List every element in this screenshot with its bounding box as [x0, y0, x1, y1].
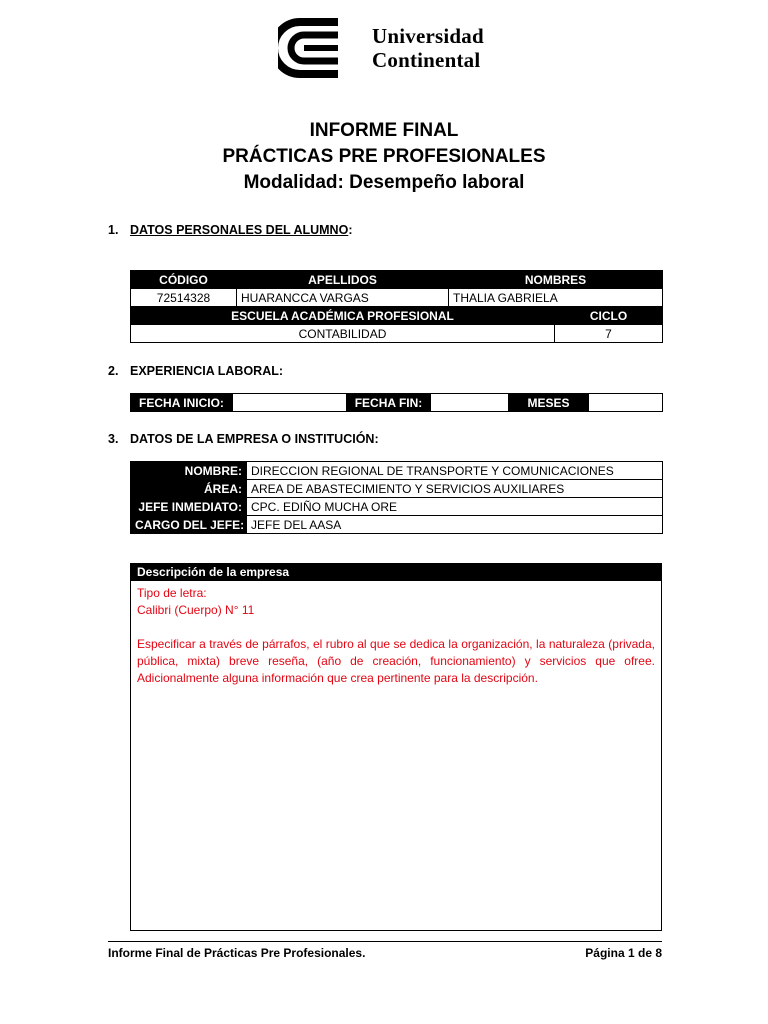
description-instructions: Especificar a través de párrafos, el rubro al que se dedica la organización, la naturaleza (privada, pública, mixta) breve reseña, (año de creación, funcionamiento) y servicios que ofree. Adicionalmente alguna información que crea pertinente para la descripción. [137, 637, 655, 685]
description-header: Descripción de la empresa [131, 564, 661, 581]
logo-line2: Continental [372, 48, 481, 72]
font-type-label: Tipo de letra: [137, 586, 207, 600]
company-row [131, 516, 663, 534]
section1-title: DATOS PERSONALES DEL ALUMNO [130, 223, 349, 237]
font-type-value: Calibri (Cuerpo) N° 11 [137, 603, 255, 617]
value-escuela: CONTABILIDAD [131, 325, 555, 343]
section3-title: DATOS DE LA EMPRESA O INSTITUCIÓN: [130, 432, 379, 446]
title-line2: PRÁCTICAS PRE PROFESIONALES [222, 146, 546, 167]
meses-field[interactable] [589, 394, 663, 412]
fecha-fin-label: FECHA FIN: [347, 394, 431, 412]
value-codigo: 72514328 [131, 289, 237, 307]
meses-label: MESES [509, 394, 589, 412]
continental-logo-icon [278, 16, 368, 80]
company-value: JEFE DEL AASA [247, 516, 663, 534]
company-value: AREA DE ABASTECIMIENTO Y SERVICIOS AUXILIARES [247, 480, 663, 498]
value-apellidos: HUARANCCA VARGAS [237, 289, 449, 307]
logo-line1: Universidad [372, 24, 484, 48]
section2-heading: 2. EXPERIENCIA LABORAL: [108, 364, 284, 378]
fecha-inicio-label: FECHA INICIO: [131, 394, 233, 412]
value-nombres: THALIA GABRIELA [449, 289, 663, 307]
description-body [131, 581, 661, 691]
header-escuela: ESCUELA ACADÉMICA PROFESIONAL [131, 307, 555, 325]
header-apellidos: APELLIDOS [237, 271, 449, 289]
header-nombres: NOMBRES [449, 271, 663, 289]
fecha-fin-field[interactable] [431, 394, 509, 412]
page-footer [108, 941, 662, 960]
company-row [131, 498, 663, 516]
header-codigo: CÓDIGO [131, 271, 237, 289]
value-ciclo: 7 [555, 325, 663, 343]
document-title [0, 118, 768, 196]
company-label: JEFE INMEDIATO: [131, 498, 247, 516]
company-data-table [130, 461, 663, 534]
title-line1: INFORME FINAL [309, 120, 459, 141]
student-data-table [130, 270, 663, 343]
company-label: CARGO DEL JEFE: [131, 516, 247, 534]
footer-title: Informe Final de Prácticas Pre Profesionales. [108, 946, 366, 960]
company-value: CPC. EDIÑO MUCHA ORE [247, 498, 663, 516]
company-row [131, 480, 663, 498]
section3-heading: 3. DATOS DE LA EMPRESA O INSTITUCIÓN: [108, 432, 379, 446]
section1-heading: 1. DATOS PERSONALES DEL ALUMNO: [108, 223, 353, 237]
page-number: Página 1 de 8 [585, 946, 662, 960]
work-experience-table [130, 393, 663, 412]
header-ciclo: CICLO [555, 307, 663, 325]
company-value: DIRECCION REGIONAL DE TRANSPORTE Y COMUNICACIONES [247, 462, 663, 480]
company-label: ÁREA: [131, 480, 247, 498]
fecha-inicio-field[interactable] [233, 394, 347, 412]
logo-text [372, 24, 484, 72]
company-description-box[interactable] [130, 563, 662, 931]
section2-title: EXPERIENCIA LABORAL: [130, 364, 284, 378]
company-row [131, 462, 663, 480]
title-line3: Modalidad: Desempeño laboral [243, 172, 525, 193]
company-label: NOMBRE: [131, 462, 247, 480]
